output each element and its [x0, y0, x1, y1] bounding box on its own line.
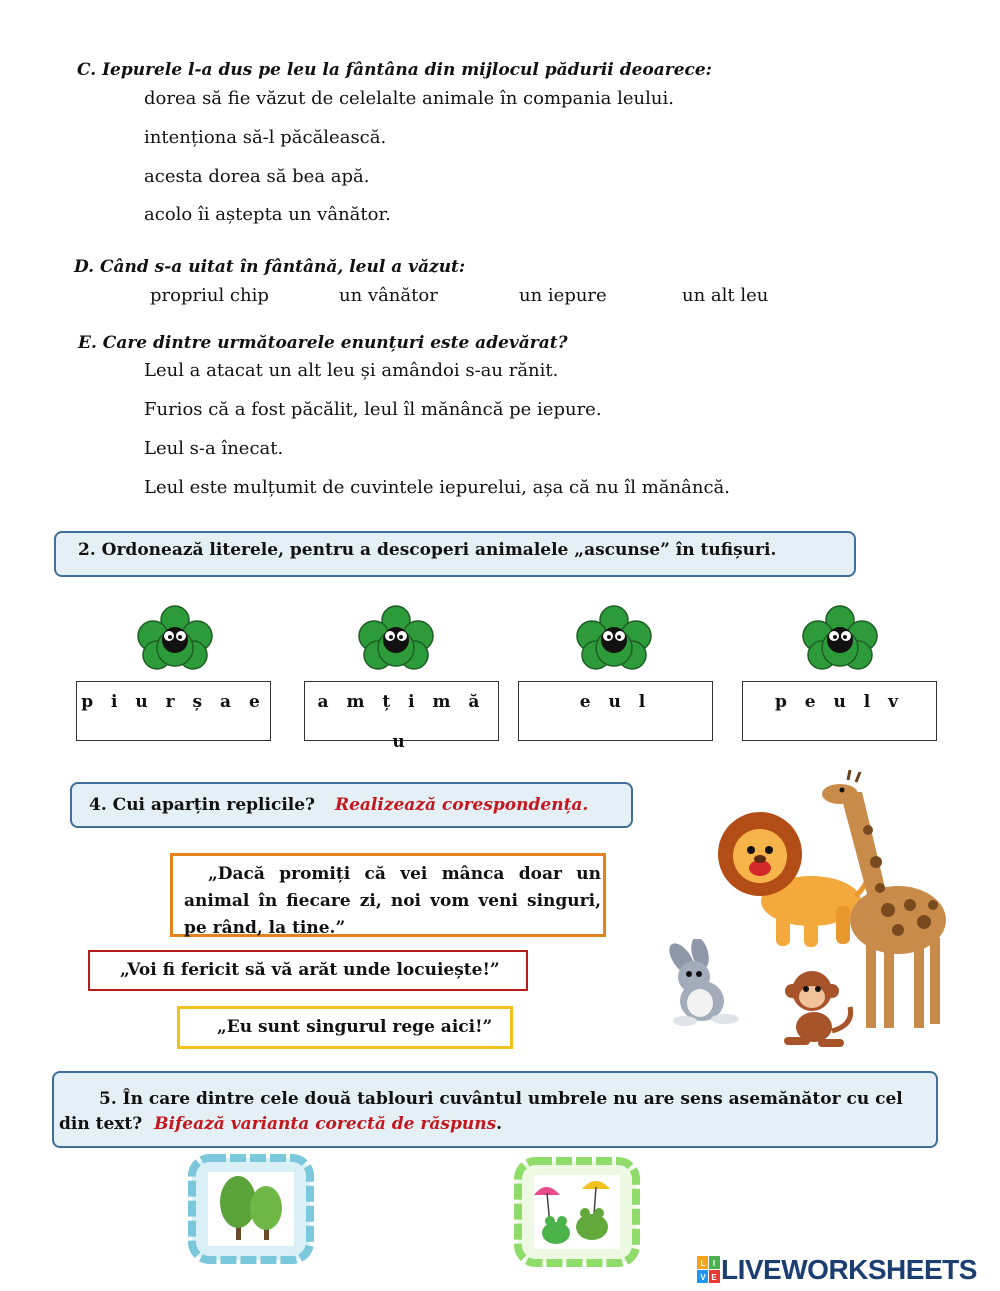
- quote-box-1[interactable]: [170, 853, 606, 937]
- option-c-4[interactable]: acolo îi aștepta un vânător.: [144, 204, 391, 225]
- liveworksheets-logo-icon: [697, 1256, 721, 1284]
- option-c-3[interactable]: acesta dorea să bea apă.: [144, 166, 370, 187]
- task-5-header: [52, 1071, 938, 1148]
- option-e-3[interactable]: Leul s-a înecat.: [144, 438, 284, 459]
- logo-badge-letter: V: [700, 1273, 706, 1282]
- option-e-2[interactable]: Furios că a fost păcălit, leul îl mănâncă pe iepure.: [144, 399, 602, 420]
- liveworksheets-logo: [697, 1253, 977, 1287]
- option-e-1[interactable]: Leul a atacat un alt leu și amândoi s-au rănit.: [144, 360, 559, 381]
- option-d-4[interactable]: un alt leu: [682, 285, 769, 306]
- quote-box-2[interactable]: [88, 950, 528, 991]
- task-4-header: [70, 782, 633, 828]
- bush-icon: [354, 600, 438, 672]
- option-d-3[interactable]: un iepure: [519, 285, 607, 306]
- scrambled-word-box-3[interactable]: [518, 681, 713, 741]
- rabbit-icon[interactable]: [660, 939, 742, 1027]
- option-e-4[interactable]: Leul este mulțumit de cuvintele iepurelui, așa că nu îl mănâncă.: [144, 477, 730, 498]
- question-d: D. Când s-a uitat în fântână, leul a văzut:: [74, 257, 466, 277]
- scrambled-word-box-4[interactable]: [742, 681, 937, 741]
- quote-box-3[interactable]: [177, 1006, 513, 1049]
- task-4-title: 4. Cui aparțin replicile?: [89, 795, 316, 815]
- task-5-period: .: [496, 1114, 503, 1134]
- quote-text: „Dacă promiți că vei mânca doar un animal în fiecare zi, noi vom veni singuri, pe rând, la tine.”: [184, 864, 601, 938]
- question-e: E. Care dintre următoarele enunțuri este adevărat?: [78, 333, 568, 353]
- trees-picture-option[interactable]: [186, 1152, 316, 1266]
- scrambled-word: p i u r ș a e: [81, 692, 266, 712]
- option-d-2[interactable]: un vânător: [339, 285, 438, 306]
- quote-text: „Voi fi fericit să vă arăt unde locuiește!”: [120, 960, 500, 980]
- logo-text: LIVEWORKSHEETS: [721, 1254, 977, 1285]
- scrambled-word: p e u l v: [774, 692, 905, 712]
- task-2-header: [54, 531, 856, 577]
- task-5-instruction: Bifează varianta corectă de răspuns: [154, 1114, 497, 1134]
- scrambled-word: a m ț i m ă u: [317, 692, 486, 752]
- task-5-title: 5. În care dintre cele două tablouri cuvântul umbrele nu are sens asemănător cu cel din text?: [59, 1089, 903, 1134]
- task-2-title: 2. Ordonează literele, pentru a descoperi animalele „ascunse” în tufișuri.: [78, 540, 777, 560]
- logo-badge-letter: L: [700, 1259, 706, 1268]
- scrambled-word-box-1[interactable]: [76, 681, 271, 741]
- logo-badge-letter: I: [712, 1259, 716, 1268]
- question-c: C. Iepurele l-a dus pe leu la fântâna din mijlocul pădurii deoarece:: [77, 60, 712, 80]
- scrambled-word-box-2[interactable]: [304, 681, 499, 752]
- monkey-icon[interactable]: [774, 967, 858, 1053]
- option-d-1[interactable]: propriul chip: [150, 285, 269, 306]
- bush-icon: [133, 600, 217, 672]
- quote-text: „Eu sunt singurul rege aici!”: [217, 1017, 493, 1037]
- option-c-2[interactable]: intenționa să-l păcălească.: [144, 127, 387, 148]
- bush-icon: [798, 600, 882, 672]
- task-4-instruction: Realizează corespondența.: [334, 795, 589, 815]
- option-c-1[interactable]: dorea să fie văzut de celelalte animale în compania leului.: [144, 88, 674, 109]
- bush-icon: [572, 600, 656, 672]
- logo-badge-letter: E: [711, 1273, 717, 1282]
- frogs-umbrellas-picture-option[interactable]: [512, 1155, 642, 1269]
- scrambled-word: e u l: [579, 692, 652, 712]
